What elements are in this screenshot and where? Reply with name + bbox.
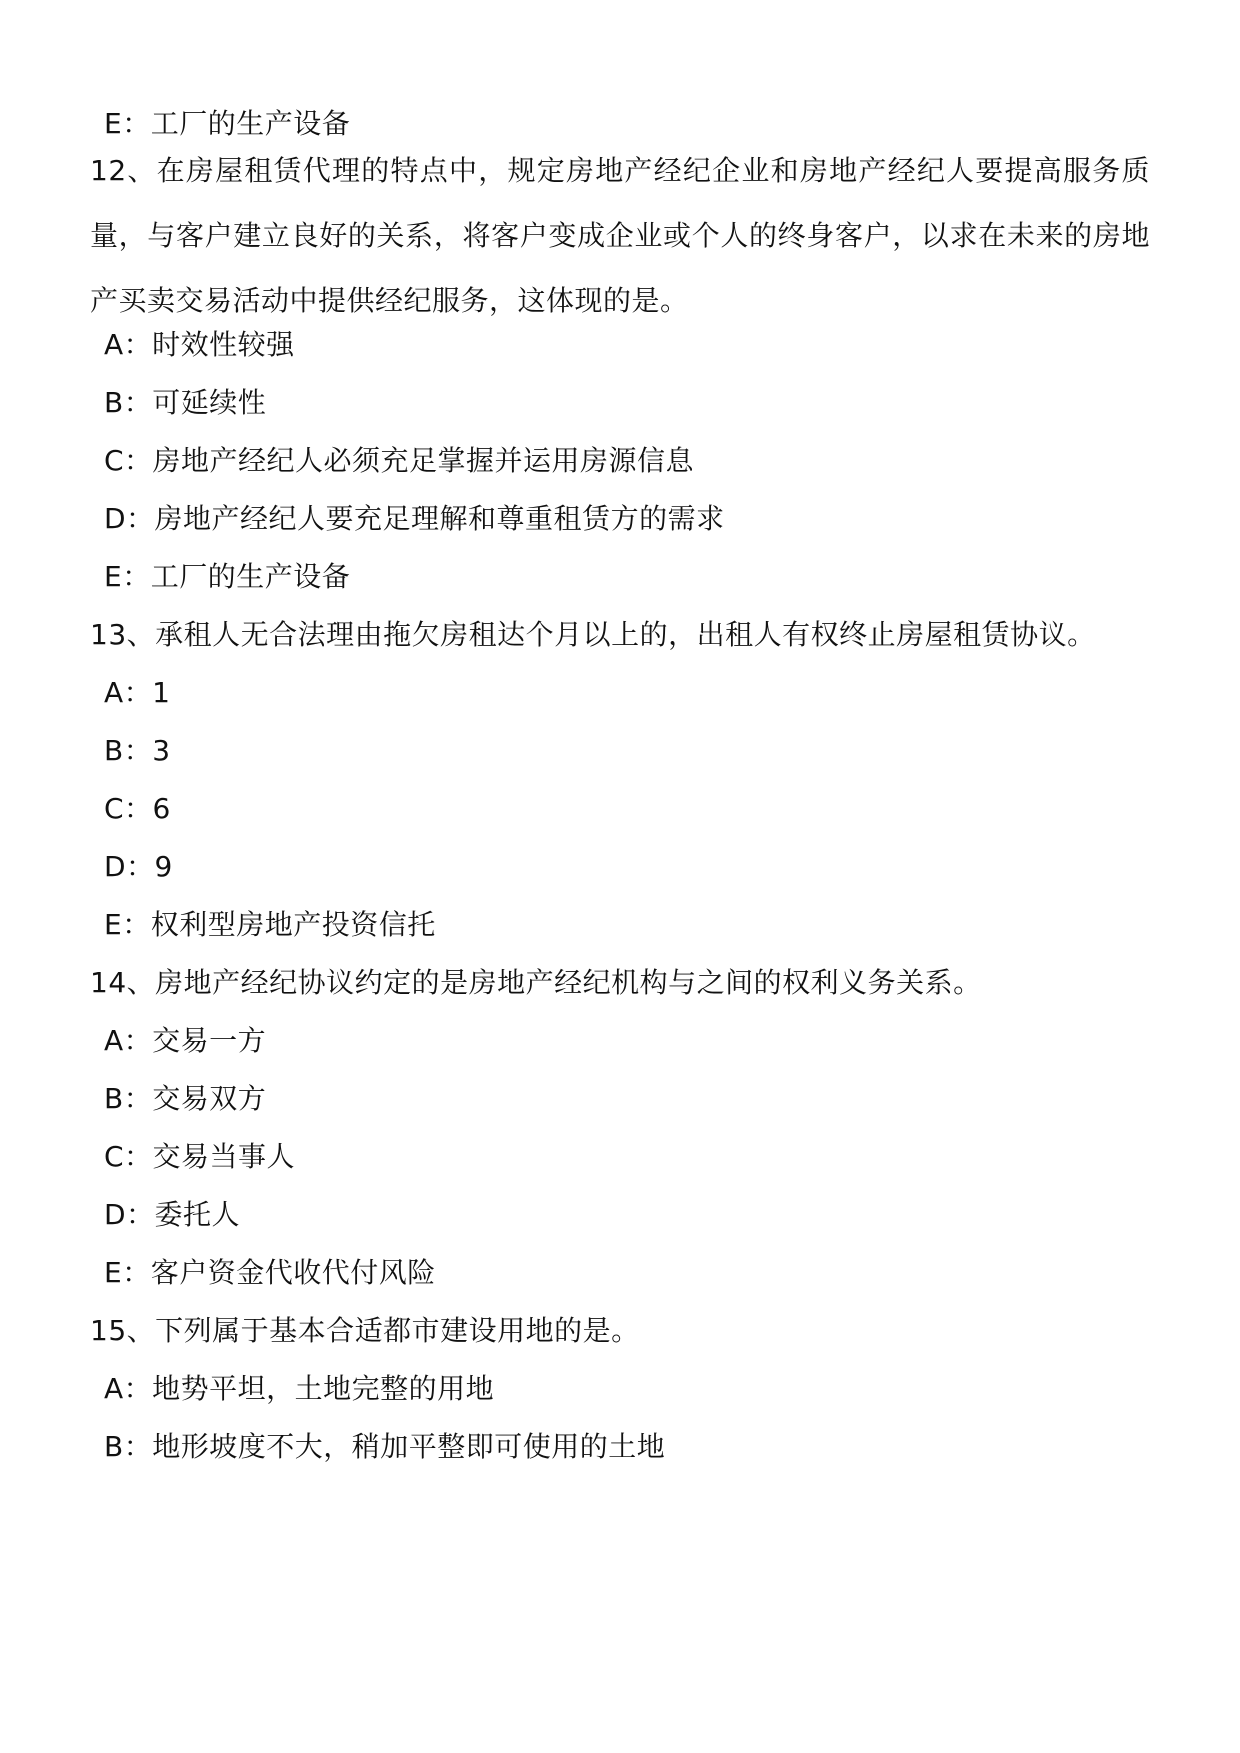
q12-option-a: A：时效性较强 bbox=[104, 328, 295, 361]
q13-option-a: A：1 bbox=[104, 676, 171, 709]
q12-option-d: D：房地产经纪人要充足理解和尊重租赁方的需求 bbox=[104, 502, 725, 535]
q12-option-e: E：工厂的生产设备 bbox=[104, 560, 351, 593]
q15-option-b: B：地形坡度不大，稍加平整即可使用的土地 bbox=[104, 1430, 666, 1463]
question-12-text: 12、在房屋租赁代理的特点中，规定房地产经纪企业和房地产经纪人要提高服务质量，与客户建立良好的关系，将客户变成企业或个人的终身客户，以求在未来的房地产买卖交易活动中提供经纪服务，这体现的是。 bbox=[90, 154, 1150, 317]
question-15-text: 15、下列属于基本合适都市建设用地的是。 bbox=[90, 1314, 640, 1347]
q15-option-a: A：地势平坦，土地完整的用地 bbox=[104, 1372, 495, 1405]
q13-option-c: C：6 bbox=[104, 792, 171, 825]
q13-option-b: B：3 bbox=[104, 734, 171, 767]
q13-option-e: E：权利型房地产投资信托 bbox=[104, 908, 436, 941]
q14-option-b: B：交易双方 bbox=[104, 1082, 267, 1115]
q14-option-c: C：交易当事人 bbox=[104, 1140, 296, 1173]
question-13-text: 13、承租人无合法理由拖欠房租达个月以上的，出租人有权终止房屋租赁协议。 bbox=[90, 618, 1096, 651]
q12-option-c: C：房地产经纪人必须充足掌握并运用房源信息 bbox=[104, 444, 695, 477]
question-14-text: 14、房地产经纪协议约定的是房地产经纪机构与之间的权利义务关系。 bbox=[90, 966, 982, 999]
q13-option-d: D：9 bbox=[104, 850, 173, 883]
q11-option-e: E：工厂的生产设备 bbox=[104, 107, 351, 140]
q14-option-d: D：委托人 bbox=[104, 1198, 241, 1231]
q12-option-b: B：可延续性 bbox=[104, 386, 267, 419]
q14-option-e: E：客户资金代收代付风险 bbox=[104, 1256, 436, 1289]
q14-option-a: A：交易一方 bbox=[104, 1024, 267, 1057]
